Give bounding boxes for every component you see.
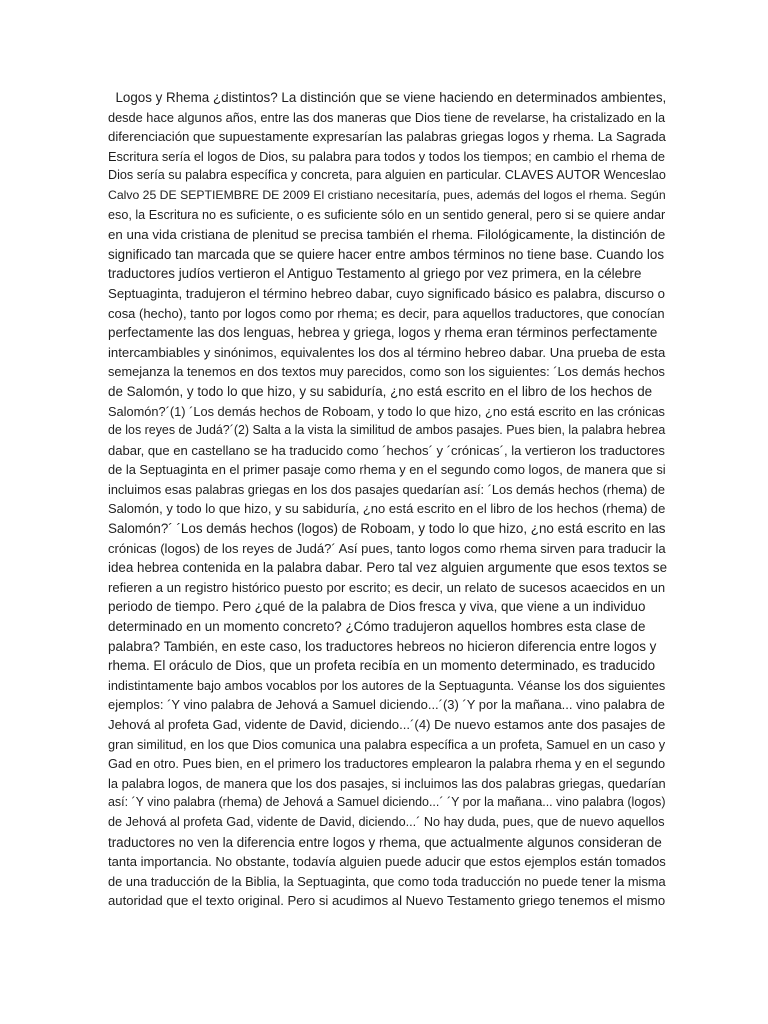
text-line: desde hace algunos años, entre las dos maneras que Dios tiene de revelarse, ha cristalizado en la [108, 109, 666, 125]
text-line: Salomón, y todo lo que hizo, y su sabiduría, ¿no está escrito en el libro de los hechos (rhema) de [108, 501, 666, 517]
text-line: Jehová al profeta Gad, vidente de David, diciendo...´(4) De nuevo estamos ante dos pasajes de [108, 717, 666, 732]
text-line: diferenciación que supuestamente expresarían las palabras griegas logos y rhema. La Sagrada [108, 129, 666, 145]
text-line: en una vida cristiana de plenitud se precisa también el rhema. Filológicamente, la distinción de [108, 227, 666, 243]
text-line: gran similitud, en los que Dios comunica una palabra específica a un profeta, Samuel en un caso y [108, 736, 666, 752]
text-line: idea hebrea contenida en la palabra dabar. Pero tal vez alguien argumente que esos textos se [108, 560, 668, 576]
text-line: dabar, que en castellano se ha traducido como ´hechos´ y ´crónicas´, la vertieron los traductores [108, 442, 665, 458]
body-text [108, 88, 668, 911]
text-line: tanta importancia. No obstante, todavía alguien puede aducir que estos ejemplos están tomados [108, 854, 666, 870]
text-line: autoridad que el texto original. Pero si acudimos al Nuevo Testamento griego tenemos el mismo [108, 893, 666, 909]
text-line: Gad en otro. Pues bien, en el primero los traductores emplearon la palabra rhema y en el segundo [108, 756, 666, 772]
text-line: Dios sería su palabra específica y concreta, para alguien en particular. CLAVES AUTOR Wenceslao [108, 168, 666, 183]
text-line: indistintamente bajo ambos vocablos por los autores de la Septuagunta. Véanse los dos siguientes [108, 677, 666, 693]
text-line: Septuaginta, tradujeron el término hebreo dabar, cuyo significado básico es palabra, discurso o [108, 285, 666, 301]
text-line: la palabra logos, de manera que los dos pasajes, si incluimos las dos palabras griegas, quedarían [108, 775, 666, 791]
text-line: de Salomón, y todo lo que hizo, y su sabiduría, ¿no está escrito en el libro de los hechos de [108, 383, 653, 399]
text-line: ejemplos: ´Y vino palabra de Jehová a Samuel diciendo...´(3) ´Y por la mañana... vino palabra de [108, 697, 665, 713]
text-line: refieren a un registro histórico puesto por escrito; es decir, un relato de sucesos acaecidos en un [108, 579, 666, 595]
text-line: intercambiables y sinónimos, equivalentes los dos al término hebreo dabar. Una prueba de esta [108, 344, 666, 360]
text-line: de una traducción de la Biblia, la Septuaginta, que como toda traducción no puede tener la misma [108, 873, 666, 889]
text-line: semejanza la tenemos en dos textos muy parecidos, como son los siguientes: ´Los demás hechos [108, 364, 665, 380]
text-line: Escritura sería el logos de Dios, su palabra para todos y todos los tiempos; en cambio el rhema de [108, 148, 666, 164]
text-line: de los reyes de Judá?´(2) Salta a la vista la similitud de ambos pasajes. Pues bien, la palabra hebrea [108, 423, 666, 438]
text-line: así: ´Y vino palabra (rhema) de Jehová a Samuel diciendo...´ ´Y por la mañana... vino palabra (logos) [108, 795, 666, 810]
text-line: traductores no ven la diferencia entre logos y rhema, que actualmente algunos consideran de [108, 834, 662, 850]
text-line: rhema. El oráculo de Dios, que un profeta recibía en un momento determinado, es traducido [108, 658, 656, 674]
text-line: Salomón?´ ´Los demás hechos (logos) de Roboam, y todo lo que hizo, ¿no está escrito en las [108, 521, 666, 537]
text-line: traductores judíos vertieron el Antiguo Testamento al griego por vez primera, en la célebre [108, 266, 642, 282]
text-line: cosa (hecho), tanto por logos como por rhema; es decir, para aquellos traductores, que conocían [108, 305, 665, 321]
text-line: incluimos esas palabras griegas en los dos pasajes quedarían así: ´Los demás hechos (rhema) de [108, 481, 666, 497]
text-line: perfectamente las dos lenguas, hebrea y griega, logos y rhema eran términos perfectamente [108, 325, 658, 341]
text-line: de la Septuaginta en el primer pasaje como rhema y en el segundo como logos, de manera que si [108, 462, 666, 478]
text-line: eso, la Escritura no es suficiente, o es suficiente sólo en un sentido general, pero si se quiere andar [108, 207, 666, 222]
text-line: significado tan marcada que se quiere hacer entre ambos términos no tiene base. Cuando los [108, 246, 665, 262]
text-line: crónicas (logos) de los reyes de Judá?´ Así pues, tanto logos como rhema sirven para traducir la [108, 540, 666, 556]
text-line: periodo de tiempo. Pero ¿qué de la palabra de Dios fresca y viva, que viene a un individuo [108, 599, 646, 615]
text-line: de Jehová al profeta Gad, vidente de David, diciendo...´ No hay duda, pues, que de nuevo aquellos [108, 814, 665, 829]
text-line: Salomón?´(1) ´Los demás hechos de Roboam, y todo lo que hizo, ¿no está escrito en las crónicas [108, 403, 665, 419]
text-line: determinado en un momento concreto? ¿Cómo tradujeron aquellos hombres esta clase de [108, 619, 646, 635]
text-line: palabra? También, en este caso, los traductores hebreos no hicieron diferencia entre logos y [108, 638, 657, 654]
text-line: Logos y Rhema ¿distintos? La distinción que se viene haciendo en determinados ambientes, [108, 90, 667, 105]
text-line: Calvo 25 DE SEPTIEMBRE DE 2009 El cristiano necesitaría, pues, además del logos el rhema. Según [108, 187, 666, 202]
